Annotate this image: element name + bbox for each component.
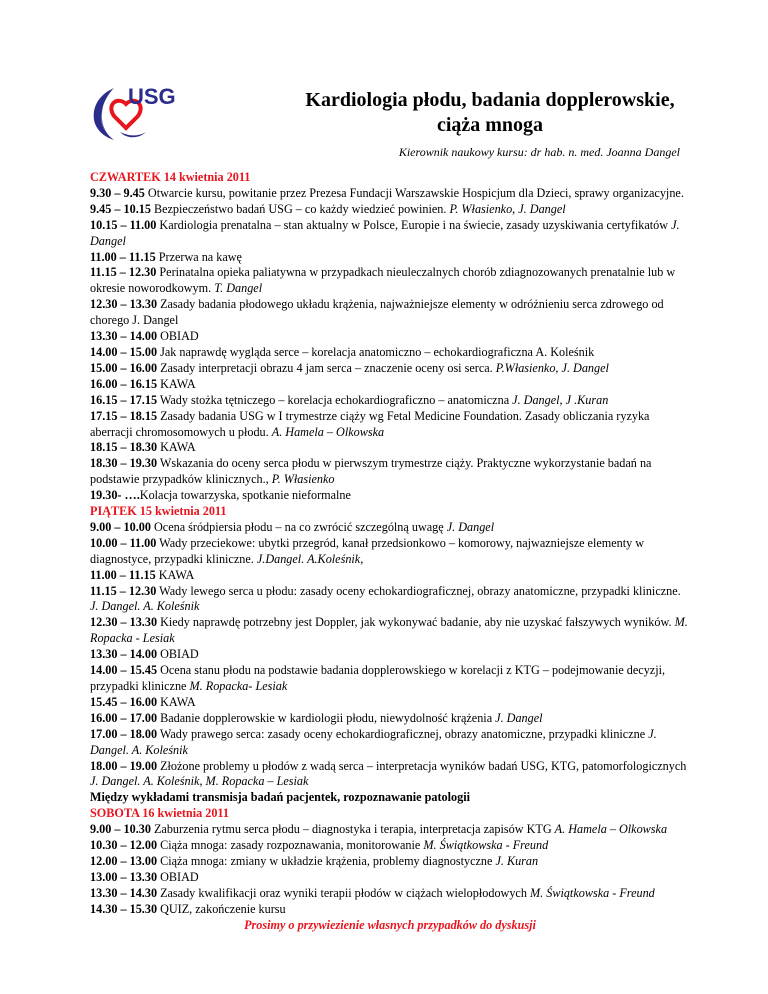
item-text: Wady lewego serca u płodu: zasady oceny echokardiograficznej, obrazy anatomiczne, przypadki kliniczne. bbox=[156, 583, 681, 598]
schedule-item bbox=[90, 250, 690, 266]
title-line-2: ciąża mnoga bbox=[436, 114, 544, 136]
item-time: 19.30- …. bbox=[90, 488, 140, 503]
item-lecturer: P. Własienko bbox=[271, 472, 335, 487]
item-lecturer: M. Świątkowska - Freund bbox=[529, 885, 655, 900]
item-text: Wady przeciekowe: ubytki przegród, kanał przedsionkowo – komorowy, najwazniejsze elementy w diagnostyce, przypadki kliniczne. bbox=[90, 535, 645, 566]
item-text: Perinatalna opieka paliatywna w przypadkach nieuleczalnych chorób zdiagnozowanych prenatalnie lub w okresie noworodkowym. bbox=[90, 265, 676, 296]
schedule-item bbox=[90, 202, 690, 218]
item-text: Wady prawego serca: zasady oceny echokardiograficznej, obrazy anatomiczne, przypadki kliniczne bbox=[157, 726, 649, 741]
item-time: 14.00 – 15.00 bbox=[90, 344, 158, 359]
item-text: KAWA bbox=[157, 694, 196, 709]
item-time: 9.45 – 10.15 bbox=[90, 201, 151, 216]
schedule-item bbox=[90, 711, 690, 727]
item-text: Jak naprawdę wygląda serce – korelacja anatomiczno – echokardiograficzna A. Koleśnik bbox=[157, 344, 595, 359]
item-lecturer: P. Własienko, J. Dangel bbox=[449, 201, 566, 216]
day-heading: SOBOTA 16 kwietnia 2011 bbox=[90, 806, 229, 821]
item-lecturer: J. Dangel bbox=[495, 710, 543, 725]
item-time: 12.00 – 13.00 bbox=[90, 853, 158, 868]
item-time: 12.30 – 13.30 bbox=[90, 297, 158, 312]
schedule-item bbox=[90, 520, 690, 536]
schedule-item bbox=[90, 297, 690, 329]
page-title bbox=[280, 88, 700, 138]
item-text: Ocena śródpiersia płodu – na co zwrócić szczególną uwagę bbox=[150, 519, 447, 534]
item-text: KAWA bbox=[157, 376, 196, 391]
item-time: 11.00 – 11.15 bbox=[90, 567, 156, 582]
item-lecturer: M. Świątkowska - Freund bbox=[423, 838, 549, 853]
item-time: 18.00 – 19.00 bbox=[90, 758, 158, 773]
item-text: Bezpieczeństwo badań USG – co każdy wiedzieć powinien. bbox=[150, 201, 450, 216]
item-lecturer: J. Kuran bbox=[495, 853, 539, 868]
schedule bbox=[90, 170, 690, 934]
schedule-item bbox=[90, 584, 690, 616]
item-text: Zasady badania płodowego układu krążenia, najważniejsze elementy w odróżnieniu serca zdrowego od chorego J. Dangel bbox=[90, 297, 664, 328]
schedule-item bbox=[90, 838, 690, 854]
item-time: 18.15 – 18.30 bbox=[90, 440, 158, 455]
item-lecturer: T. Dangel bbox=[214, 281, 263, 296]
item-lecturer: P.Własienko, J. Dangel bbox=[495, 360, 609, 375]
item-text: Ciąża mnoga: zasady rozpoznawania, monitorowanie bbox=[157, 838, 424, 853]
item-time: 9.00 – 10.30 bbox=[90, 822, 151, 837]
schedule-item bbox=[90, 456, 690, 488]
item-time: 14.30 – 15.30 bbox=[90, 901, 158, 916]
item-time: 10.00 – 11.00 bbox=[90, 535, 157, 550]
item-text: OBIAD bbox=[157, 869, 199, 884]
item-lecturer: J. Dangel bbox=[90, 217, 680, 248]
item-lecturer: J. Dangel. A. Koleśnik bbox=[90, 726, 657, 757]
item-text: Wady stożka tętniczego – korelacja echokardiograficzno – anatomiczna bbox=[157, 392, 513, 407]
schedule-item bbox=[90, 695, 690, 711]
item-time: 13.30 – 14.30 bbox=[90, 885, 158, 900]
item-text: Ciąża mnoga: zmiany w układzie krążenia, problemy diagnostyczne bbox=[157, 853, 496, 868]
item-time: 14.00 – 15.45 bbox=[90, 663, 158, 678]
item-text: Zasady badania USG w I trymestrze ciąży wg Fetal Medicine Foundation. Zasady obliczania ryzyka aberracji chromosomowych u płodu. bbox=[90, 408, 650, 439]
course-director: Kierownik naukowy kursu: dr hab. n. med. Joanna Dangel bbox=[398, 145, 680, 159]
item-time: 17.00 – 18.00 bbox=[90, 726, 158, 741]
item-text: KAWA bbox=[157, 440, 196, 455]
item-text: QUIZ, zakończenie kursu bbox=[157, 901, 286, 916]
schedule-item bbox=[90, 870, 690, 886]
logo-text: USG bbox=[128, 84, 176, 109]
schedule-item bbox=[90, 663, 690, 695]
item-time: 15.45 – 16.00 bbox=[90, 694, 158, 709]
schedule-item bbox=[90, 409, 690, 441]
schedule-item bbox=[90, 647, 690, 663]
schedule-item bbox=[90, 488, 690, 504]
item-time: 13.00 – 13.30 bbox=[90, 869, 158, 884]
item-lecturer: A. Hamela – Olkowska bbox=[271, 424, 385, 439]
schedule-item bbox=[90, 568, 690, 584]
item-text: OBIAD bbox=[157, 329, 199, 344]
transmission-note: Między wykładami transmisja badań pacjentek, rozpoznawanie patologii bbox=[90, 790, 470, 805]
item-text: Wskazania do oceny serca płodu w pierwszym trymestrze ciąży. Praktyczne wykorzystanie badań na podstawie przypadków klinicznych., bbox=[90, 456, 652, 487]
schedule-item bbox=[90, 822, 690, 838]
item-text: Otwarcie kursu, powitanie przez Prezesa Fundacji Warszawskie Hospicjum dla Dzieci, sprawy organizacyjne. bbox=[144, 185, 684, 200]
item-text: KAWA bbox=[155, 567, 195, 582]
item-lecturer: M. Ropacka - Lesiak bbox=[90, 615, 688, 646]
item-time: 18.30 – 19.30 bbox=[90, 456, 158, 471]
schedule-item bbox=[90, 902, 690, 918]
schedule-item bbox=[90, 329, 690, 345]
item-text: Badanie dopplerowskie w kardiologii płodu, niewydolność krążenia bbox=[157, 710, 496, 725]
day3-items bbox=[90, 822, 690, 917]
item-time: 11.00 – 11.15 bbox=[90, 249, 156, 264]
item-time: 9.30 – 9.45 bbox=[90, 185, 145, 200]
item-lecturer: J. Dangel. A. Koleśnik, M. Ropacka – Lesiak bbox=[90, 774, 309, 789]
schedule-item bbox=[90, 393, 690, 409]
schedule-item bbox=[90, 727, 690, 759]
item-text: Zasady interpretacji obrazu 4 jam serca – znaczenie oceny osi serca. bbox=[157, 360, 496, 375]
item-time: 10.30 – 12.00 bbox=[90, 838, 158, 853]
item-time: 13.30 – 14.00 bbox=[90, 647, 158, 662]
day1-items bbox=[90, 186, 690, 504]
item-time: 16.00 – 16.15 bbox=[90, 376, 158, 391]
item-text: Zaburzenia rytmu serca płodu – diagnostyka i terapia, interpretacja zapisów KTG bbox=[150, 822, 555, 837]
item-time: 10.15 – 11.00 bbox=[90, 217, 157, 232]
schedule-item bbox=[90, 759, 690, 791]
item-lecturer: J. Dangel bbox=[446, 519, 495, 534]
day2-items bbox=[90, 520, 690, 790]
item-lecturer: J.Dangel. A.Koleśnik, bbox=[256, 551, 364, 566]
schedule-item bbox=[90, 186, 690, 202]
day-heading: CZWARTEK 14 kwietnia 2011 bbox=[90, 170, 251, 184]
schedule-item bbox=[90, 536, 690, 568]
item-text: Przerwa na kawę bbox=[155, 249, 242, 264]
item-text: Ocena stanu płodu na podstawie badania dopplerowskiego w korelacji z KTG – podejmowanie decyzji, przypadki kliniczne bbox=[90, 663, 666, 693]
item-time: 11.15 – 12.30 bbox=[90, 583, 157, 598]
schedule-item bbox=[90, 440, 690, 456]
item-time: 13.30 – 14.00 bbox=[90, 329, 158, 344]
item-time: 16.00 – 17.00 bbox=[90, 710, 158, 725]
schedule-item bbox=[90, 218, 690, 250]
item-lecturer: J. Dangel, J .Kuran bbox=[512, 392, 609, 407]
item-time: 15.00 – 16.00 bbox=[90, 360, 158, 375]
item-text: Zasady kwalifikacji oraz wyniki terapii płodów w ciążach wielopłodowych bbox=[157, 885, 530, 900]
item-time: 17.15 – 18.15 bbox=[90, 408, 158, 423]
usg-logo bbox=[84, 80, 196, 142]
schedule-item bbox=[90, 361, 690, 377]
item-text: Złożone problemy u płodów z wadą serca – interpretacja wyników badań USG, KTG, patomorfologicznych bbox=[157, 758, 687, 773]
item-lecturer: A. Hamela – Olkowska bbox=[554, 822, 668, 837]
item-time: 11.15 – 12.30 bbox=[90, 265, 157, 280]
closing-note: Prosimy o przywiezienie własnych przypadków do dyskusji bbox=[244, 917, 536, 932]
item-text: Kardiologia prenatalna – stan aktualny w Polsce, Europie i na świecie, zasady uzyskiwania certyfikatów bbox=[156, 217, 672, 232]
item-time: 16.15 – 17.15 bbox=[90, 392, 158, 407]
schedule-item bbox=[90, 265, 690, 297]
item-text: OBIAD bbox=[157, 647, 199, 662]
item-time: 9.00 – 10.00 bbox=[90, 519, 151, 534]
item-text: Kolacja towarzyska, spotkanie nieformalne bbox=[139, 488, 351, 503]
schedule-item bbox=[90, 377, 690, 393]
day-heading: PIĄTEK 15 kwietnia 2011 bbox=[90, 504, 227, 519]
title-line-1: Kardiologia płodu, badania dopplerowskie, bbox=[305, 89, 675, 111]
item-lecturer: M. Ropacka- Lesiak bbox=[189, 679, 288, 693]
item-text: Kiedy naprawdę potrzebny jest Doppler, jak wykonywać badanie, aby nie uzyskać fałszywych wyników. bbox=[157, 615, 675, 630]
schedule-item bbox=[90, 345, 690, 361]
schedule-item bbox=[90, 854, 690, 870]
schedule-item bbox=[90, 886, 690, 902]
item-time: 12.30 – 13.30 bbox=[90, 615, 158, 630]
schedule-item bbox=[90, 615, 690, 647]
item-lecturer: J. Dangel. A. Koleśnik bbox=[90, 599, 200, 614]
